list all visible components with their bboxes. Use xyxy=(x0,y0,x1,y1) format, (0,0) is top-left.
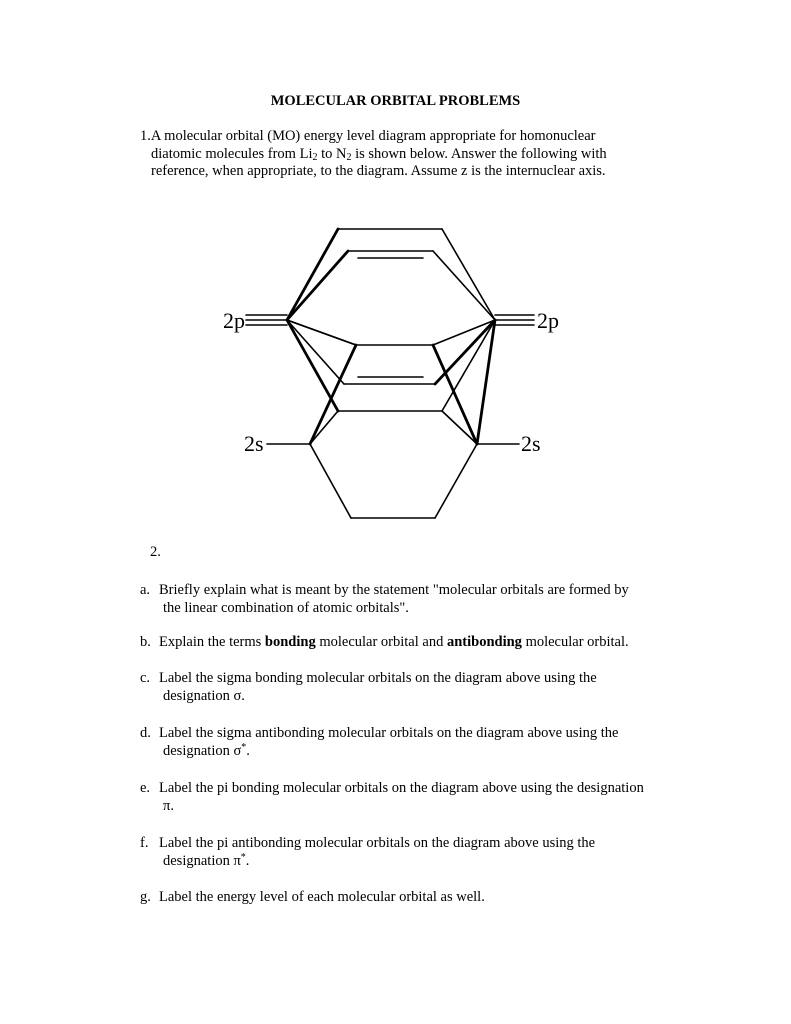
question-b-text-mid: molecular orbital and xyxy=(315,634,447,650)
problem-number: 1. xyxy=(140,128,151,144)
left-2p-levels xyxy=(246,315,287,325)
question-a-text-2: the linear combination of atomic orbitals". xyxy=(163,600,409,616)
page-title: MOLECULAR ORBITAL PROBLEMS xyxy=(270,93,521,109)
question-a-letter: a. xyxy=(140,582,151,598)
li2-subscript: 2 xyxy=(312,151,318,163)
question-f xyxy=(140,834,700,870)
question-c-letter: c. xyxy=(140,670,151,686)
question-c xyxy=(140,669,700,705)
mo-level-upper-pair xyxy=(348,251,433,258)
intro-line-1 xyxy=(140,128,700,146)
question-e-text-2: π. xyxy=(163,798,174,814)
question-d-period: . xyxy=(246,743,250,759)
antibonding-term: antibonding xyxy=(446,634,522,650)
intro-text-2a: diatomic molecules from Li xyxy=(151,145,313,162)
sigma-star-superscript: * xyxy=(241,742,247,753)
right-2p-label: 2p xyxy=(537,308,559,333)
question-a-text-1: Briefly explain what is meant by the statement "molecular orbitals are formed by xyxy=(159,582,629,598)
question-d-text-1: Label the sigma antibonding molecular orbitals on the diagram above using the xyxy=(159,725,619,741)
question-b xyxy=(140,633,700,651)
2s-correlations xyxy=(310,411,477,518)
question-d-letter: d. xyxy=(140,725,151,741)
question-g xyxy=(140,888,700,906)
question-g-letter: g. xyxy=(140,889,151,905)
problem-1-intro xyxy=(140,128,700,181)
n2-subscript: 2 xyxy=(346,151,352,163)
question-c-text-1: Label the sigma bonding molecular orbitals on the diagram above using the xyxy=(159,670,597,686)
problem-2-number: 2. xyxy=(150,544,161,560)
question-g-text-1: Label the energy level of each molecular orbital as well. xyxy=(159,889,485,905)
question-b-text-pre: Explain the terms xyxy=(159,634,265,650)
question-e-text-1: Label the pi bonding molecular orbitals on the diagram above using the designation xyxy=(159,780,644,796)
intro-line-3: reference, when appropriate, to the diagram. Assume z is the internuclear axis. xyxy=(151,163,606,179)
mo-level-lower-pair xyxy=(344,377,435,384)
question-c-text-2: designation σ. xyxy=(163,688,245,704)
right-2s-label: 2s xyxy=(521,431,541,456)
question-d xyxy=(140,724,700,760)
question-b-letter: b. xyxy=(140,634,151,650)
question-f-letter: f. xyxy=(140,835,149,851)
question-e-letter: e. xyxy=(140,780,151,796)
question-b-text-post: molecular orbital. xyxy=(521,634,629,650)
question-a xyxy=(140,581,700,617)
intro-text-2b: to N xyxy=(317,145,347,162)
right-2p-levels xyxy=(495,315,534,325)
question-e xyxy=(140,779,700,815)
question-f-text-1: Label the pi antibonding molecular orbitals on the diagram above using the xyxy=(159,835,596,851)
left-2s-label: 2s xyxy=(244,431,264,456)
question-f-period: . xyxy=(245,853,250,869)
intro-text-1: A molecular orbital (MO) energy level diagram appropriate for homonuclear xyxy=(150,128,596,144)
mo-energy-diagram xyxy=(200,210,580,530)
bonding-term: bonding xyxy=(264,634,316,650)
pi-star-superscript: * xyxy=(240,852,246,863)
question-d-text-2: designation σ xyxy=(163,743,242,759)
left-2p-label: 2p xyxy=(223,308,245,333)
intro-text-2c: is shown below. Answer the following with xyxy=(351,145,607,162)
intro-line-2 xyxy=(140,146,700,164)
question-f-text-2: designation π xyxy=(163,853,241,869)
